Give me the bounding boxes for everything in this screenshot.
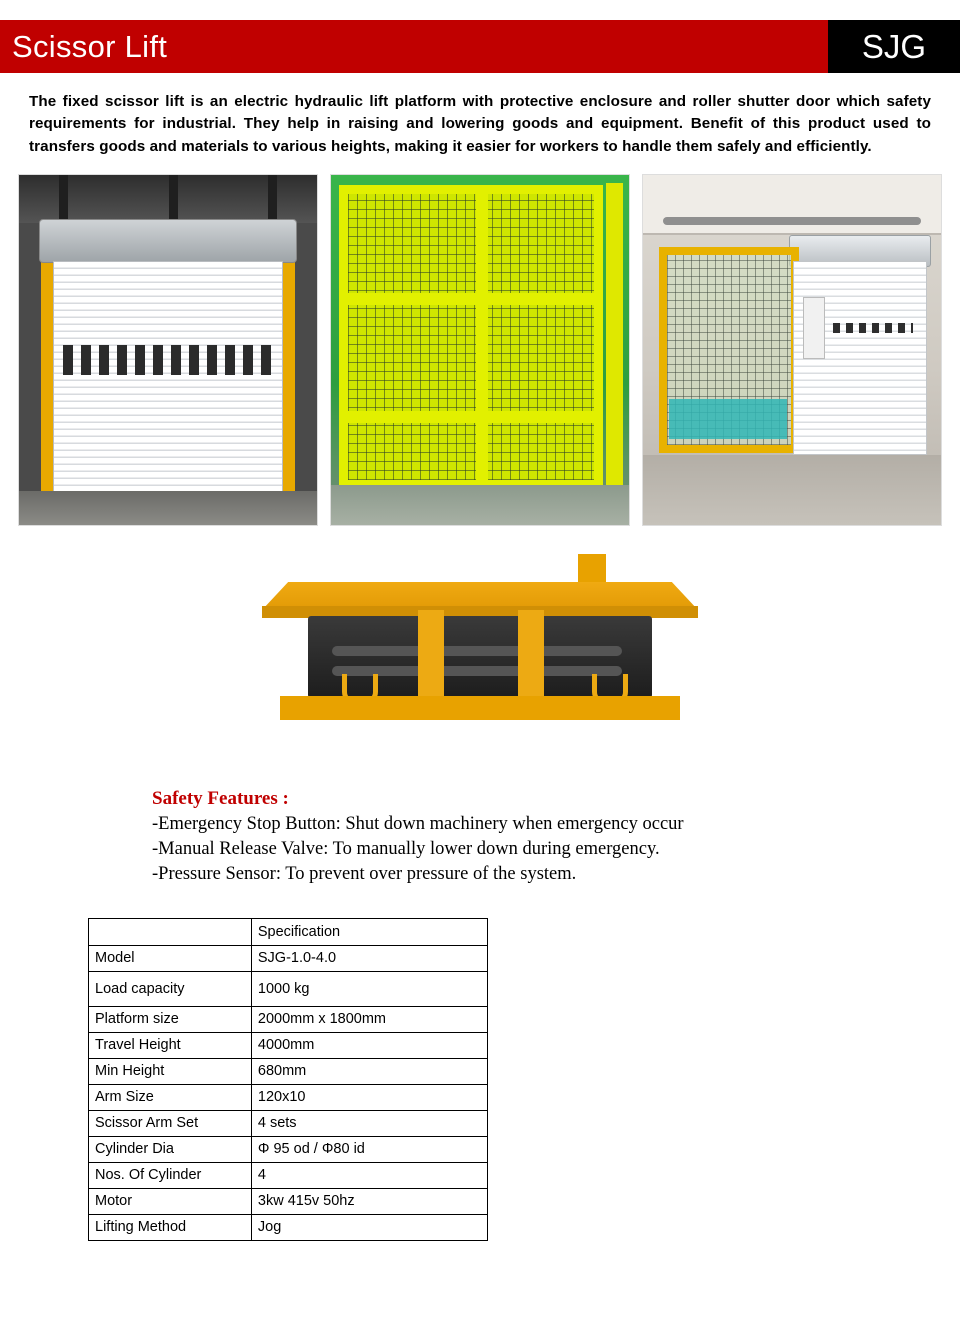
cage-corner-post xyxy=(606,183,623,505)
page-header xyxy=(0,20,960,73)
safety-features-title: Safety Features : xyxy=(152,788,289,810)
photo-yellow-mesh-cage-lift xyxy=(330,174,630,526)
safety-feature-item: -Manual Release Valve: To manually lower down during emergency. xyxy=(152,839,660,860)
safety-features-section xyxy=(152,788,960,887)
table-row xyxy=(89,1006,488,1032)
table-row xyxy=(89,1058,488,1084)
specification-table xyxy=(88,918,488,1241)
photo-white-roller-shutter-lift xyxy=(18,174,318,526)
spec-value-min-height: 680mm xyxy=(251,1058,487,1084)
shutter-vent-row xyxy=(833,323,913,333)
spec-value-load-capacity: 1000 kg xyxy=(251,971,487,1006)
floor-shape xyxy=(331,485,629,525)
lift-guide-post xyxy=(578,554,606,584)
specification-table-body xyxy=(89,918,488,1240)
shutter-vent-row xyxy=(63,345,273,367)
scissor-lift-platform-illustration xyxy=(262,554,698,754)
floor-shape xyxy=(19,491,317,525)
table-row xyxy=(89,945,488,971)
product-photo-row xyxy=(0,174,960,526)
table-row xyxy=(89,1136,488,1162)
cage-inner-panel xyxy=(669,399,787,439)
spec-label-motor: Motor xyxy=(89,1188,252,1214)
spec-label-arm-size: Arm Size xyxy=(89,1084,252,1110)
ceiling-pipe xyxy=(663,217,921,225)
lift-leg xyxy=(518,610,544,702)
table-header-specification: Specification xyxy=(251,918,487,945)
spec-label-load-capacity: Load capacity xyxy=(89,971,252,1006)
intro-paragraph: The fixed scissor lift is an electric hydraulic lift platform with protective enclosure and roller shutter door which safety requirements for industrial. They help in raising and lowering goods and equipment. Benefit of this product used to transfers goods and materials to various heights, making it easier for workers to handle them safely and efficiently. xyxy=(29,93,931,155)
table-row xyxy=(89,971,488,1006)
header-title-bar xyxy=(0,20,828,73)
page-title: Scissor Lift xyxy=(12,29,168,64)
spec-label-travel-height: Travel Height xyxy=(89,1032,252,1058)
spec-label-model: Model xyxy=(89,945,252,971)
spec-label-scissor-arm-set: Scissor Arm Set xyxy=(89,1110,252,1136)
wall-shape xyxy=(643,175,941,235)
spec-label-nos-of-cylinder: Nos. Of Cylinder xyxy=(89,1162,252,1188)
table-row xyxy=(89,1188,488,1214)
table-row xyxy=(89,1110,488,1136)
spec-value-cylinder-dia: Φ 95 od / Φ80 id xyxy=(251,1136,487,1162)
safety-feature-item: -Emergency Stop Button: Shut down machinery when emergency occur xyxy=(152,814,684,835)
cage-crossbar xyxy=(339,411,603,423)
brand-bar xyxy=(828,20,960,73)
table-row xyxy=(89,1084,488,1110)
spec-value-scissor-arm-set: 4 sets xyxy=(251,1110,487,1136)
lift-leg xyxy=(418,610,444,702)
spec-value-travel-height: 4000mm xyxy=(251,1032,487,1058)
spec-label-min-height: Min Height xyxy=(89,1058,252,1084)
mesh-cage xyxy=(339,185,603,489)
spec-value-nos-of-cylinder: 4 xyxy=(251,1162,487,1188)
spec-label-platform-size: Platform size xyxy=(89,1006,252,1032)
photo-cage-with-roller-shutter-lift xyxy=(642,174,942,526)
floor-shape xyxy=(643,455,941,525)
table-row xyxy=(89,1162,488,1188)
table-row xyxy=(89,1214,488,1240)
table-header-row xyxy=(89,918,488,945)
spec-value-motor: 3kw 415v 50hz xyxy=(251,1188,487,1214)
roller-shutter-door xyxy=(53,261,283,501)
shutter-hood xyxy=(39,219,297,263)
table-row xyxy=(89,1032,488,1058)
cage-vertical-bar xyxy=(476,185,488,489)
spec-value-lifting-method: Jog xyxy=(251,1214,487,1240)
lift-base-frame xyxy=(280,696,680,720)
spec-value-platform-size: 2000mm x 1800mm xyxy=(251,1006,487,1032)
shutter-vent-row xyxy=(63,367,273,375)
table-cell-empty xyxy=(89,918,252,945)
spec-label-lifting-method: Lifting Method xyxy=(89,1214,252,1240)
illustration-area xyxy=(0,554,960,774)
control-panel xyxy=(803,297,825,359)
brand-logo-text: SJG xyxy=(861,28,927,65)
cage-crossbar xyxy=(339,293,603,305)
safety-feature-item: -Pressure Sensor: To prevent over pressure of the system. xyxy=(152,864,577,885)
spec-value-arm-size: 120x10 xyxy=(251,1084,487,1110)
spec-value-model: SJG-1.0-4.0 xyxy=(251,945,487,971)
spec-label-cylinder-dia: Cylinder Dia xyxy=(89,1136,252,1162)
hydraulic-cylinder xyxy=(332,646,622,656)
